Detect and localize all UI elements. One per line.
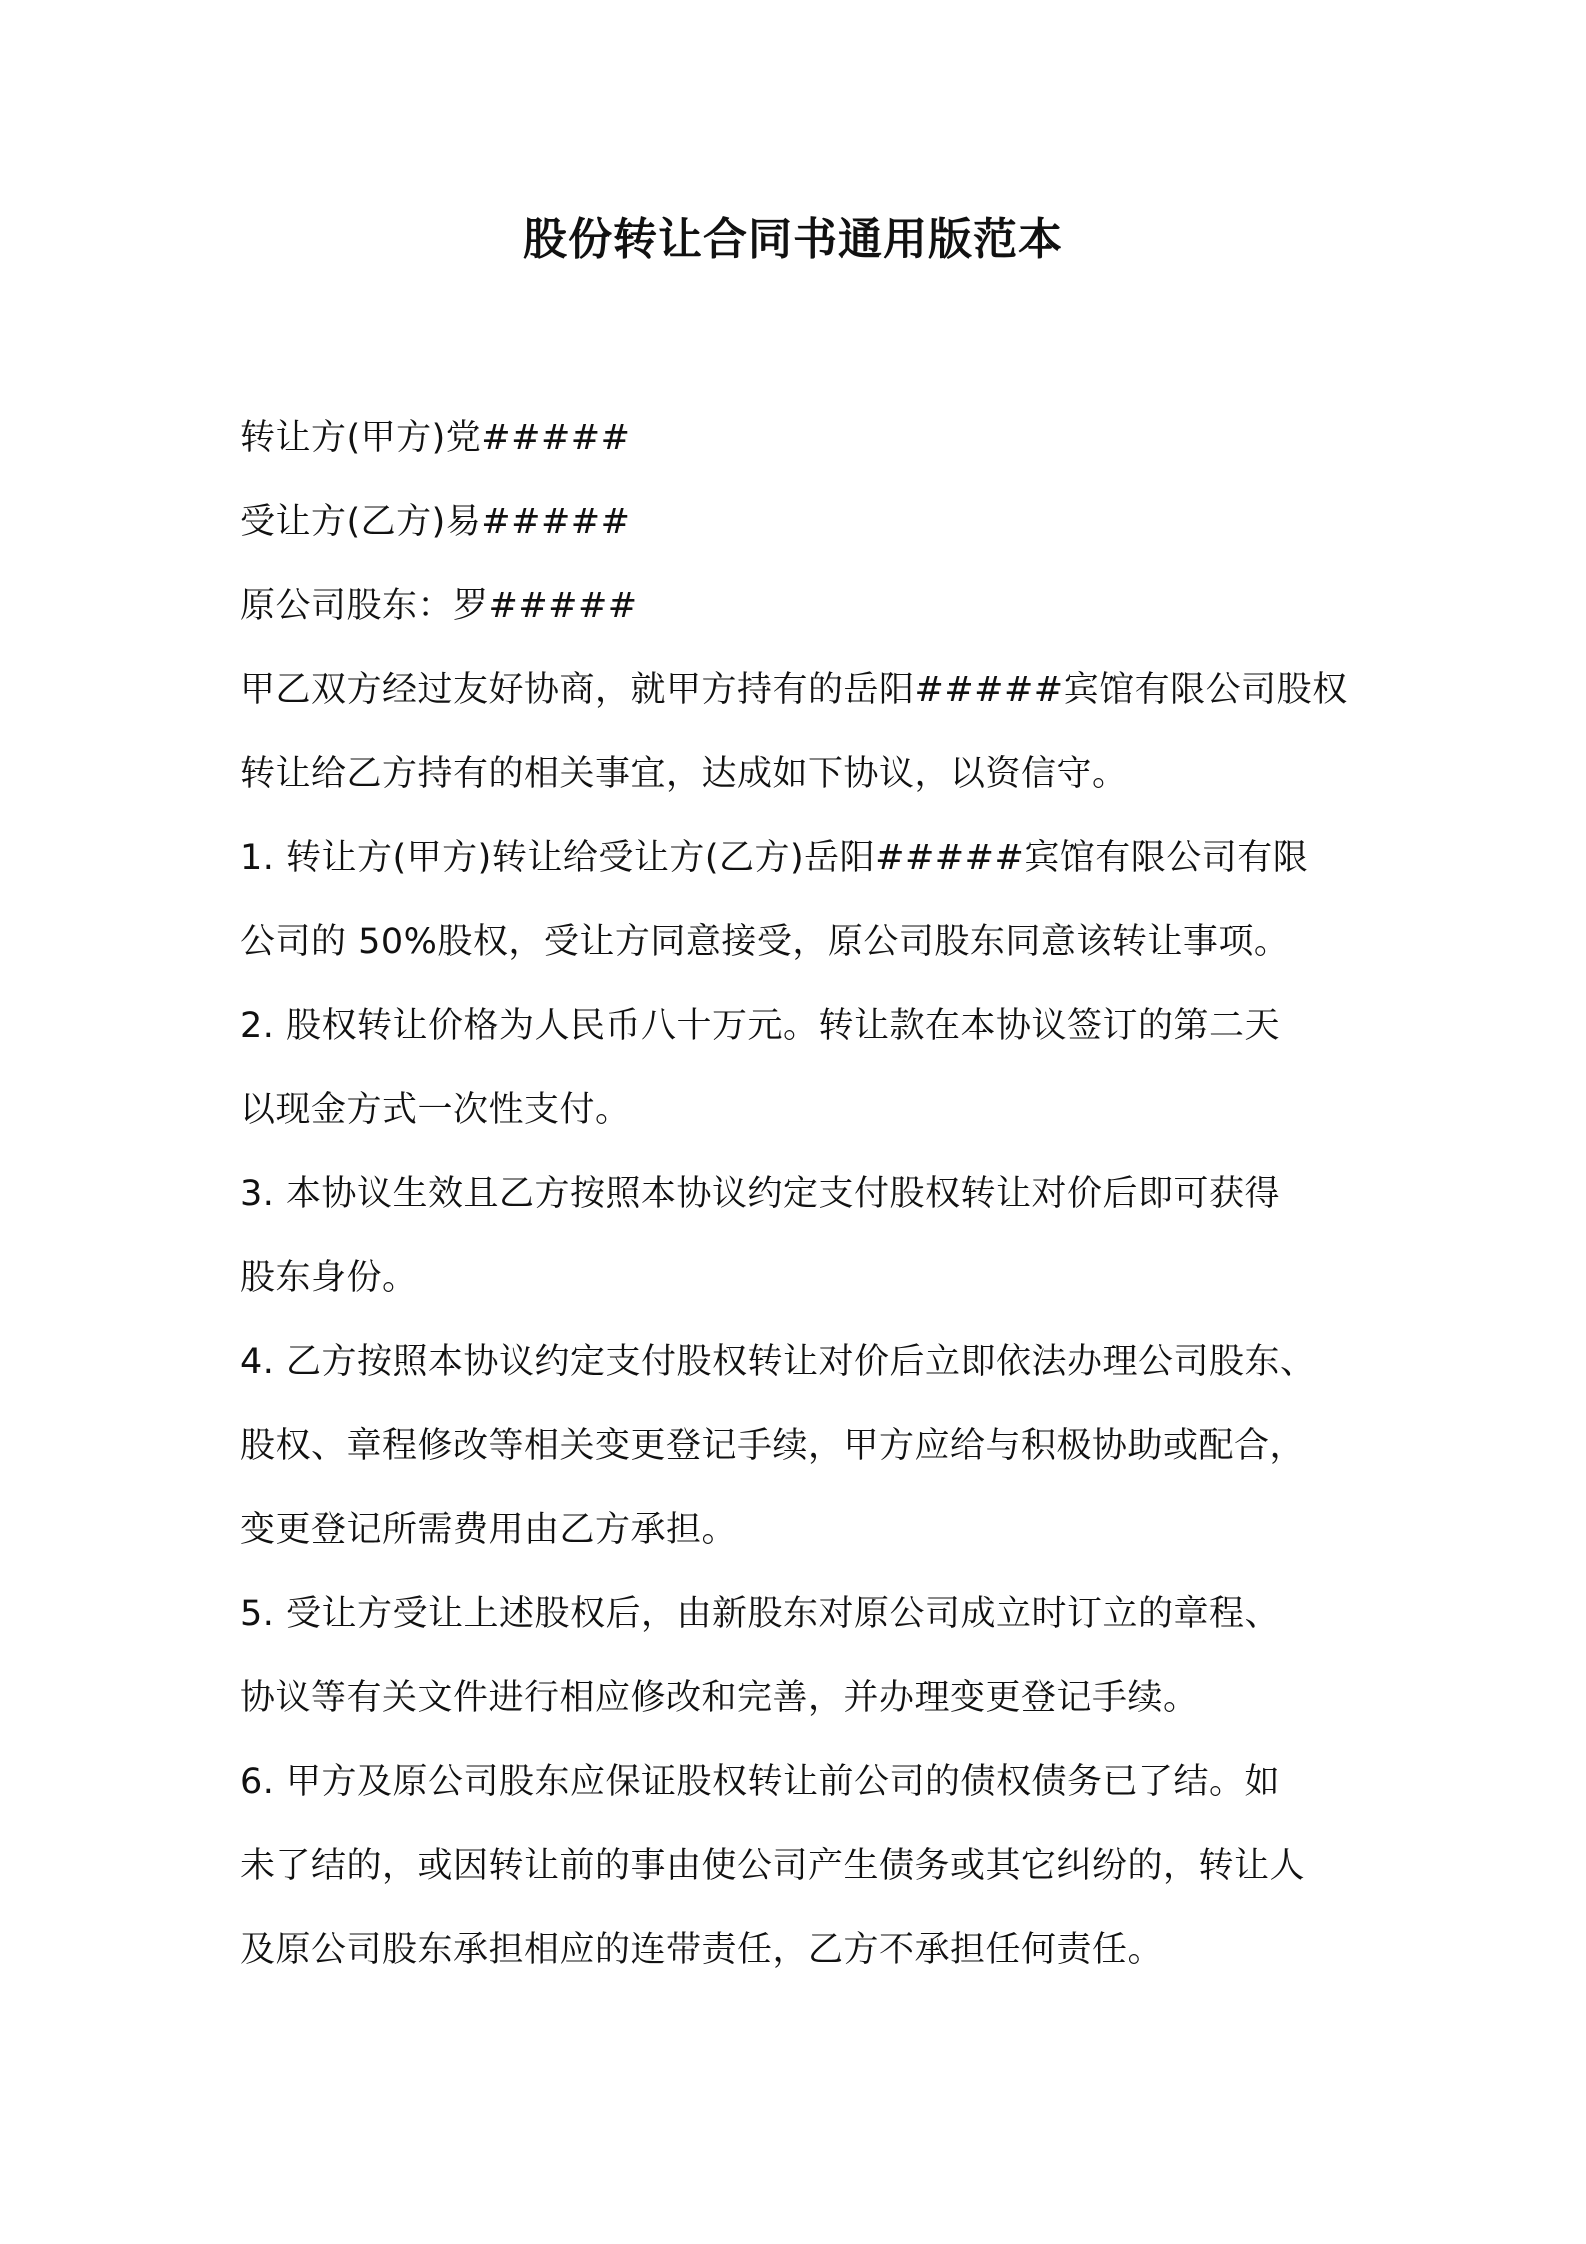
transferor-line: 转让方(甲方)党##### — [240, 418, 631, 458]
clause-5 — [240, 1572, 1360, 1740]
paragraph-line: 1. 转让方(甲方)转让给受让方(乙方)岳阳#####宾馆有限公司有限 — [240, 838, 1309, 878]
paragraph-line: 股东身份。 — [240, 1258, 418, 1298]
document-body — [240, 396, 1360, 1992]
original-shareholder-line: 原公司股东：罗##### — [240, 586, 638, 626]
paragraph-line: 协议等有关文件进行相应修改和完善，并办理变更登记手续。 — [240, 1678, 1199, 1718]
paragraph-line: 2. 股权转让价格为人民币八十万元。转让款在本协议签订的第二天 — [240, 1006, 1281, 1046]
clause-3 — [240, 1152, 1360, 1320]
paragraph-line: 3. 本协议生效且乙方按照本协议约定支付股权转让对价后即可获得 — [240, 1174, 1281, 1214]
paragraph-line: 6. 甲方及原公司股东应保证股权转让前公司的债权债务已了结。如 — [240, 1762, 1281, 1802]
paragraph-line: 以现金方式一次性支付。 — [240, 1090, 631, 1130]
clause-2 — [240, 984, 1360, 1152]
paragraph-line: 变更登记所需费用由乙方承担。 — [240, 1510, 738, 1550]
clause-1 — [240, 816, 1360, 984]
transferee-line: 受让方(乙方)易##### — [240, 502, 631, 542]
paragraph-line: 转让给乙方持有的相关事宜，达成如下协议，以资信守。 — [240, 754, 1128, 794]
paragraph-line: 股权、章程修改等相关变更登记手续，甲方应给与积极协助或配合， — [240, 1426, 1306, 1466]
paragraph-line: 甲乙双方经过友好协商，就甲方持有的岳阳#####宾馆有限公司股权 — [240, 670, 1348, 710]
paragraph-line: 4. 乙方按照本协议约定支付股权转让对价后立即依法办理公司股东、 — [240, 1342, 1316, 1382]
document-title: 股份转让合同书通用版范本 — [523, 214, 1063, 265]
paragraph-line: 5. 受让方受让上述股权后，由新股东对原公司成立时订立的章程、 — [240, 1594, 1281, 1634]
intro-paragraph — [240, 648, 1360, 816]
paragraph-line: 及原公司股东承担相应的连带责任，乙方不承担任何责任。 — [240, 1930, 1164, 1970]
clause-6 — [240, 1740, 1360, 1992]
clause-4 — [240, 1320, 1360, 1572]
paragraph-line: 公司的 50%股权，受让方同意接受，原公司股东同意该转让事项。 — [240, 922, 1290, 962]
paragraph-line: 未了结的，或因转让前的事由使公司产生债务或其它纠纷的，转让人 — [240, 1846, 1306, 1886]
